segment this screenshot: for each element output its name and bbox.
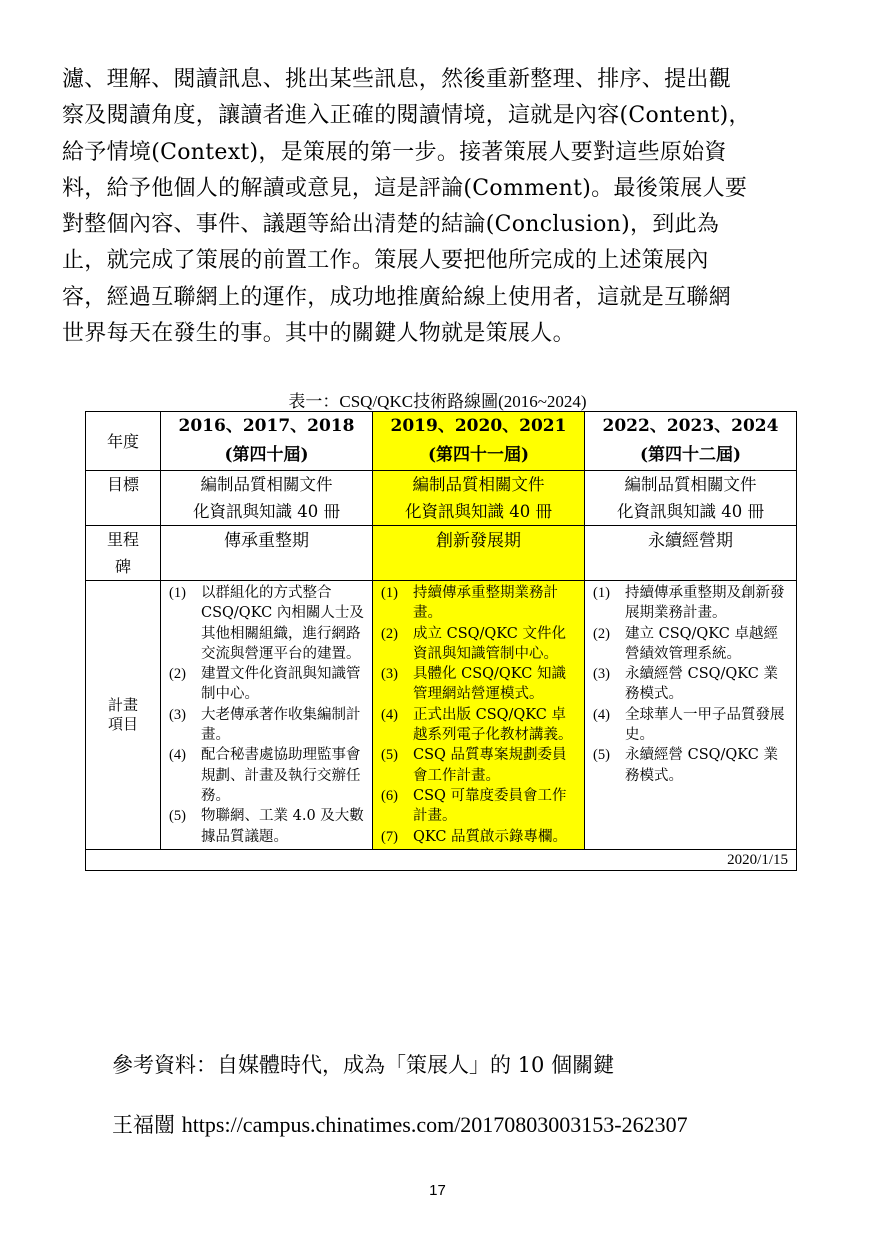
- milestone-cell-3: 永續經營期: [585, 526, 797, 581]
- item-text: 永續經營 CSQ/QKC 業務模式。: [625, 666, 778, 703]
- item-text: 物聯網、工業 4.0 及大數據品質議題。: [201, 808, 364, 845]
- plan-item: [169, 705, 366, 746]
- reference-url: https://campus.chinatimes.com/20170803003153-262307: [181, 1112, 688, 1137]
- milestone-label-line: 里程: [106, 530, 139, 549]
- year-range: 2016、2017、2018: [178, 416, 355, 436]
- paragraph-line: 容，經過互聯網上的運作，成功地推廣給線上使用者，這就是互聯網: [62, 284, 732, 310]
- session-label: (第四十一屆): [427, 445, 530, 465]
- paragraph-line: 世界每天在發生的事。其中的關鍵人物就是策展人。: [62, 321, 575, 347]
- item-number: (6): [381, 787, 398, 804]
- table-date: 2020/1/15: [86, 849, 797, 870]
- item-number: (1): [593, 585, 610, 601]
- plan-item: [169, 806, 366, 847]
- roadmap-table: [85, 411, 797, 871]
- plan-item: [593, 624, 790, 665]
- item-number: (3): [593, 666, 610, 683]
- plan-item: [381, 583, 578, 624]
- item-number: (1): [169, 585, 186, 601]
- goal-row: [86, 471, 797, 526]
- item-number: (5): [169, 808, 186, 825]
- year-range: 2019、2020、2021: [390, 416, 567, 436]
- plan-item: [381, 705, 578, 746]
- year-row: [86, 412, 797, 471]
- goal-cell-2: [373, 471, 585, 526]
- row-label-milestone: [86, 526, 161, 581]
- year-range: 2022、2023、2024: [602, 416, 779, 436]
- plan-cell-1: [161, 581, 373, 850]
- goal-line: 化資訊與知識 40 冊: [193, 502, 340, 521]
- milestone-label-line: 碑: [114, 557, 131, 576]
- milestone-cell-1: 傳承重整期: [161, 526, 373, 581]
- session-label: (第四十屆): [224, 445, 309, 465]
- session-label: (第四十二屆): [639, 445, 742, 465]
- plan-cell-2: [373, 581, 585, 850]
- item-number: (4): [381, 706, 398, 723]
- item-number: (1): [381, 585, 398, 601]
- paragraph-line: 濾、理解、閱讀訊息、挑出某些訊息，然後重新整理、排序、提出觀: [62, 67, 732, 92]
- reference-title: 參考資料：自媒體時代，成為「策展人」的 10 個關鍵: [112, 1053, 615, 1077]
- item-text: 正式出版 CSQ/QKC 卓越系列電子化教材講義。: [413, 706, 573, 744]
- plan-item: [593, 705, 790, 746]
- plan-item: [381, 745, 578, 786]
- body-paragraph: [62, 62, 822, 352]
- plan-item: [593, 583, 790, 624]
- item-text: 大老傳承著作收集編制計畫。: [201, 706, 361, 744]
- plan-item: [381, 664, 578, 705]
- year-cell-1: [161, 412, 373, 471]
- goal-line: 編制品質相關文件: [624, 475, 757, 494]
- plan-list: [373, 581, 584, 849]
- item-number: (2): [381, 625, 398, 642]
- item-number: (5): [381, 747, 398, 764]
- milestone-cell-2: 創新發展期: [373, 526, 585, 581]
- item-text: 全球華人一甲子品質發展史。: [625, 706, 785, 744]
- goal-line: 編制品質相關文件: [412, 475, 545, 494]
- goal-line: 化資訊與知識 40 冊: [405, 502, 552, 521]
- goal-line: 編制品質相關文件: [200, 475, 333, 494]
- reference-source: [112, 1109, 688, 1139]
- plan-item: [381, 827, 578, 847]
- plan-item: [593, 745, 790, 786]
- item-text: 建立 CSQ/QKC 卓越經營績效管理系統。: [625, 625, 778, 662]
- item-number: (2): [593, 625, 610, 642]
- item-number: (5): [593, 747, 610, 764]
- item-text: 持續傳承重整期及創新發展期業務計畫。: [625, 585, 785, 622]
- item-text: 具體化 CSQ/QKC 知識管理網站營運模式。: [413, 666, 566, 703]
- paragraph-line: 對整個內容、事件、議題等給出清楚的結論(Conclusion)，到此為: [62, 212, 720, 238]
- plan-list: [161, 581, 372, 849]
- page-number: 17: [429, 1182, 446, 1199]
- item-text: 成立 CSQ/QKC 文件化資訊與知識管制中心。: [413, 625, 566, 662]
- paragraph-line: 給予情境(Context)，是策展的第一步。接著策展人要對這些原始資: [62, 139, 727, 165]
- item-text: 建置文件化資訊與知識管制中心。: [201, 666, 361, 703]
- row-label-plan: [86, 581, 161, 850]
- paragraph-line: 止，就完成了策展的前置工作。策展人要把他所完成的上述策展內: [62, 248, 709, 274]
- year-cell-2: [373, 412, 585, 471]
- plan-item: [381, 786, 578, 827]
- row-label-goal: [86, 471, 161, 526]
- item-number: (3): [169, 706, 186, 723]
- plan-item: [593, 664, 790, 705]
- plan-item: [169, 745, 366, 806]
- item-text: 以群組化的方式整合 CSQ/QKC 內相關人士及其他相關組織，進行網路交流與營運平台的建置。: [201, 585, 364, 662]
- item-number: (4): [169, 747, 186, 764]
- row-label-year: 年度: [86, 412, 161, 471]
- milestone-row: [86, 526, 797, 581]
- goal-cell-3: [585, 471, 797, 526]
- goal-cell-1: [161, 471, 373, 526]
- table-caption: 表一：CSQ/QKC技術路線圖(2016~2024): [288, 392, 587, 411]
- plan-label-line: 計畫: [107, 695, 138, 714]
- year-cell-3: [585, 412, 797, 471]
- plan-cell-3: [585, 581, 797, 850]
- plan-item: [169, 583, 366, 664]
- plan-item: [381, 624, 578, 665]
- plan-label-line: 項目: [107, 714, 138, 733]
- date-row: [86, 849, 797, 870]
- item-text: 持續傳承重整期業務計畫。: [413, 585, 558, 622]
- paragraph-line: 察及閱讀角度，讓讀者進入正確的閱讀情境，這就是內容(Content)，: [62, 103, 751, 129]
- plan-row: [86, 581, 797, 850]
- goal-label: 目標: [106, 475, 139, 494]
- item-text: 配合秘書處協助理監事會規劃、計畫及執行交辦任務。: [201, 747, 361, 804]
- item-text: CSQ 品質專案規劃委員會工作計畫。: [413, 747, 567, 784]
- goal-line: 化資訊與知識 40 冊: [617, 502, 764, 521]
- paragraph-line: 料，給予他個人的解讀或意見，這是評論(Comment)。最後策展人要: [62, 175, 748, 201]
- item-number: (4): [593, 706, 610, 723]
- item-text: 永續經營 CSQ/QKC 業務模式。: [625, 747, 778, 784]
- item-number: (3): [381, 666, 398, 683]
- plan-item: [169, 664, 366, 705]
- item-number: (7): [381, 828, 398, 845]
- plan-list: [585, 581, 796, 788]
- item-text: CSQ 可靠度委員會工作計畫。: [413, 787, 567, 825]
- reference-author: 王福闓: [112, 1113, 175, 1137]
- item-number: (2): [169, 666, 186, 683]
- item-text: QKC 品質啟示錄專欄。: [413, 828, 568, 845]
